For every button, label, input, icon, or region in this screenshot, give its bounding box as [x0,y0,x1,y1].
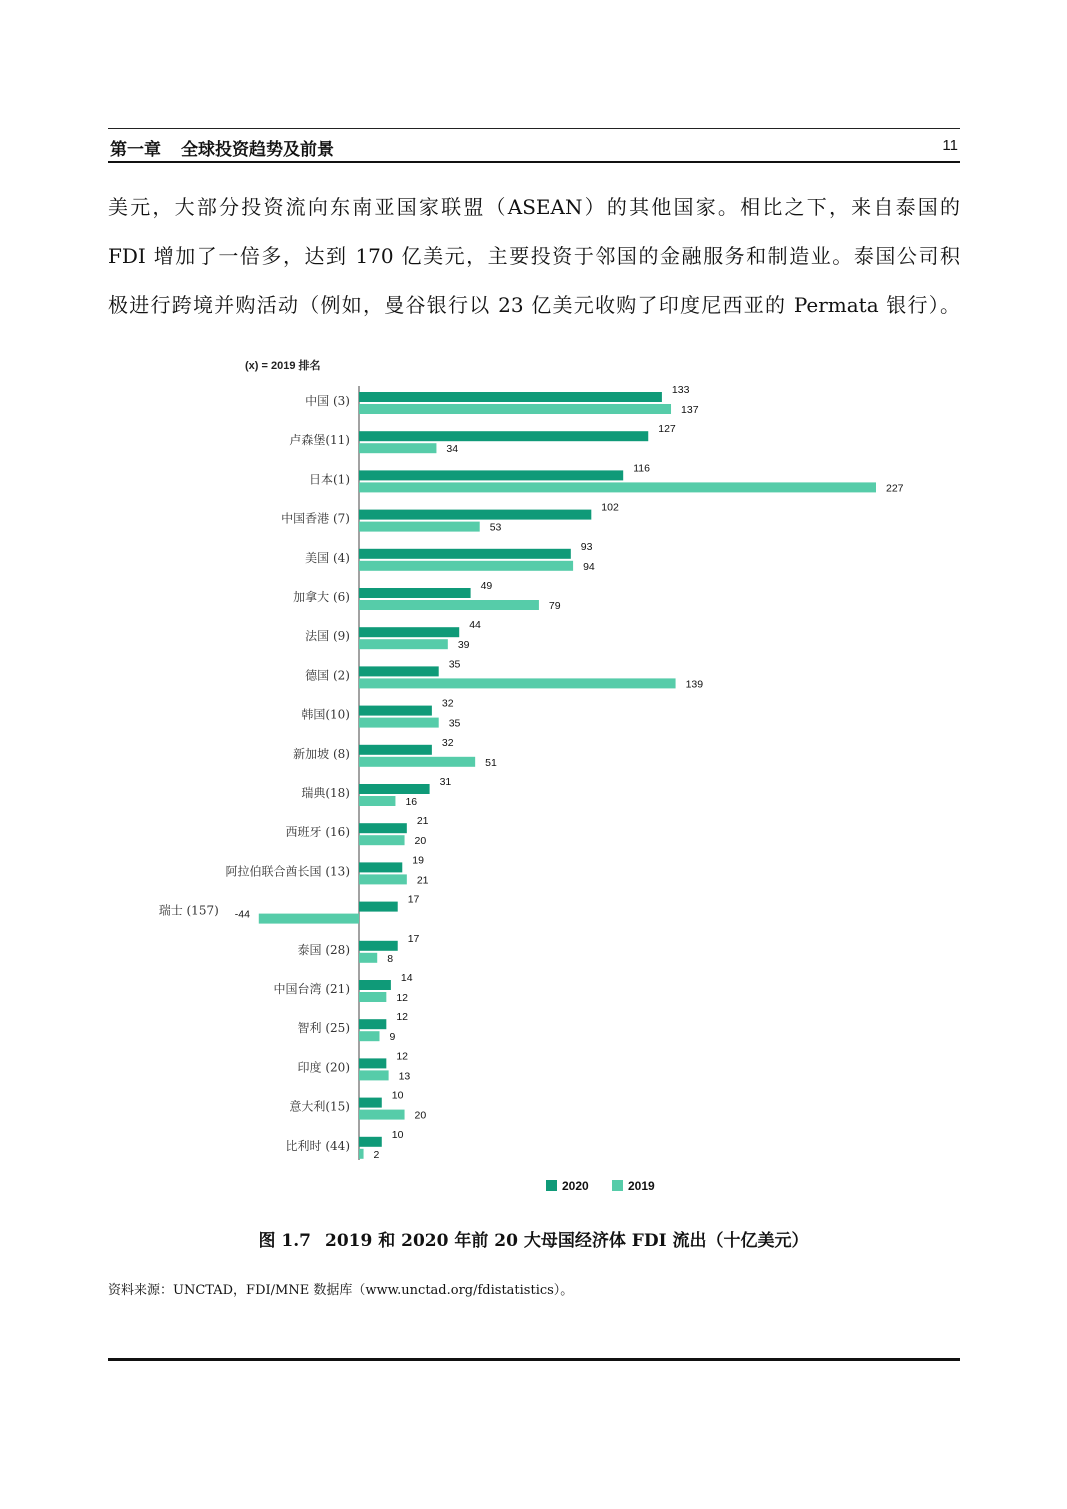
data-label-2020: 44 [469,619,481,632]
category-label: 法国 (9) [305,629,350,644]
bar-2020 [359,1137,382,1147]
bar-2020 [359,470,623,480]
data-label-2020: 10 [391,1089,404,1102]
category-label: 意大利(15) [289,1099,350,1114]
fdi-outflow-bar-chart [0,340,1067,1200]
data-label-2019: 39 [457,639,470,652]
bar-2020 [359,862,402,872]
bar-2019 [359,443,436,453]
bar-2020 [359,392,662,402]
bar-2019 [359,953,377,963]
category-label: 中国 (3) [305,394,350,408]
category-label: 瑞士 (157) [158,903,219,918]
legend-label-2020: 2020 [562,1179,589,1193]
page-number: 11 [942,137,958,154]
data-label-2020: 35 [448,658,461,671]
data-label-2019: 227 [886,482,904,495]
data-label-2019: 16 [405,796,418,808]
data-label-2019: 2 [373,1148,380,1161]
category-label: 加拿大 (6) [293,590,350,604]
body-paragraph [108,183,960,330]
bar-2019 [359,718,439,728]
data-label-2019: 8 [387,952,394,965]
bar-2019 [359,600,539,610]
data-label-2020: 32 [441,697,454,710]
body-line: 极进行跨境并购活动（例如，曼谷银行以 23 亿美元收购了印度尼西亚的 Permata 银行）。 [108,293,960,317]
data-label-2020: 116 [633,462,650,475]
bar-2020 [359,549,571,559]
data-label-2019: 79 [548,600,561,612]
bar-2019 [359,522,480,532]
chapter-title: 全球投资趋势及前景 [181,140,334,160]
bar-2020 [359,1098,382,1108]
bar-2019 [359,1149,364,1159]
bar-2020 [359,588,471,598]
bar-2020 [359,1058,386,1068]
data-label-2020: 102 [601,501,619,514]
data-label-2020: 10 [391,1128,404,1141]
data-label-2019: 53 [489,521,502,534]
data-label-2020: 17 [407,893,420,906]
legend-label-2019: 2019 [628,1179,655,1193]
data-label-2019: 21 [416,874,429,887]
category-label: 德国 (2) [305,668,350,683]
bar-2019 [359,678,676,688]
category-label: 比利时 (44) [285,1138,350,1153]
category-label: 韩国(10) [301,707,350,722]
data-label-2019: 20 [414,835,427,848]
body-line: FDI 增加了一倍多，达到 170 亿美元，主要投资于邻国的金融服务和制造业。泰国公司积 [108,244,960,268]
bar-2019 [359,1031,379,1041]
category-label: 西班牙 (16) [285,825,350,840]
data-label-2020: 31 [439,776,452,788]
data-label-2019: 139 [685,678,704,691]
bar-2020 [359,745,432,755]
category-label: 卢森堡(11) [289,433,350,448]
data-label-2020: 93 [580,540,593,553]
bar-2020 [359,1019,386,1029]
figure-title: 2019 和 2020 年前 20 大母国经济体 FDI 流出（十亿美元） [325,1231,809,1251]
data-label-2019: 34 [446,443,459,456]
footer-rule [108,1358,960,1361]
data-label-2020: 32 [441,736,454,749]
data-label-2020: 133 [671,384,690,396]
data-label-2020: 17 [407,932,420,945]
bar-2020 [359,823,407,833]
legend-swatch-2020 [546,1180,557,1191]
data-label-2019: 137 [681,404,699,416]
data-label-2020: 49 [480,580,493,592]
category-label: 中国台湾 (21) [273,982,350,996]
bar-2020 [359,666,439,676]
category-label: 美国 (4) [305,550,350,565]
data-label-2020: 21 [416,815,429,828]
chapter-heading [110,135,334,160]
bar-2020 [359,510,591,520]
data-label-2019: 35 [448,717,461,730]
bar-2019 [359,835,405,845]
data-label-2019: 9 [389,1031,396,1044]
data-label-2019: 94 [583,560,595,573]
bar-2019 [359,874,407,884]
bar-2019 [359,639,448,649]
bar-2020 [359,941,398,951]
bar-2019 [359,482,876,492]
chart-title: (x) = 2019 排名 [245,360,321,372]
bar-2019 [359,404,671,414]
category-label: 阿拉伯联合酋长国 (13) [225,864,350,879]
data-label-2019: 51 [485,756,497,769]
data-label-2020: 19 [412,854,424,867]
data-label-2020: 127 [658,423,676,436]
bar-2020 [359,431,648,441]
bar-2020 [359,902,398,912]
bar-2019 [359,992,386,1002]
category-label: 瑞典(18) [301,786,350,800]
bar-2020 [359,784,430,794]
figure-number: 图 1.7 [258,1231,311,1251]
data-label-2019: 13 [398,1070,411,1083]
category-label: 泰国 (28) [297,942,350,957]
category-label: 日本(1) [309,472,350,487]
bar-2019 [359,1110,405,1120]
chapter-number: 第一章 [110,140,161,160]
bar-2020 [359,627,459,637]
bar-2019 [359,757,475,767]
figure-caption [0,1226,1067,1251]
body-line: 美元，大部分投资流向东南亚国家联盟（ASEAN）的其他国家。相比之下，来自泰国的 [108,195,960,219]
data-label-2020: 12 [396,1011,409,1024]
legend-swatch-2019 [612,1180,623,1191]
category-label: 中国香港 (7) [281,511,350,526]
data-label-2019: 20 [414,1109,427,1122]
bar-2019 [359,796,395,806]
category-label: 新加坡 (8) [293,746,350,761]
bar-2020 [359,706,432,716]
category-label: 印度 (20) [297,1060,350,1075]
bar-2019 [359,1070,389,1080]
page-header [108,128,960,163]
data-label-2020: 14 [400,972,413,984]
bar-2019 [259,914,359,924]
source-note: 资料来源：UNCTAD，FDI/MNE 数据库（www.unctad.org/fdistatistics）。 [108,1283,574,1298]
category-label: 智利 (25) [297,1021,350,1036]
bar-2019 [359,561,573,571]
data-label-2019: -44 [234,908,250,921]
bar-2020 [359,980,391,990]
data-label-2019: 12 [396,992,409,1004]
data-label-2020: 12 [396,1050,409,1063]
